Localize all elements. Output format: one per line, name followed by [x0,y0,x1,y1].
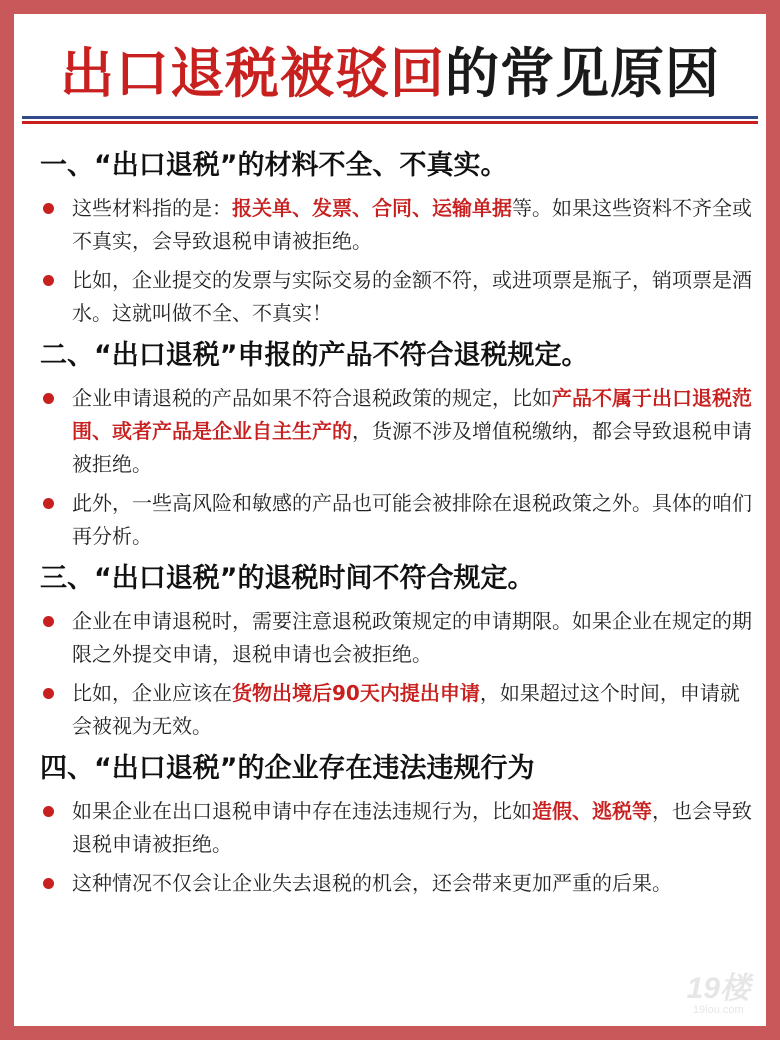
bullet-text: 这些材料指的是： [72,196,232,220]
bullet-item [40,677,752,743]
section-heading: 四、“出口退税”的企业存在违法违规行为 [40,753,535,784]
bullet-text: ，货源不涉及增值税缴纳，都会导致退税申请被拒绝。 [72,419,752,476]
section-heading: 一、“出口退税”的材料不全、不真实。 [40,150,508,181]
watermark-url: 19lou.com [692,1004,744,1016]
bullet-dot-icon [43,616,54,627]
bullet-dot-icon [43,203,54,214]
title-divider [22,116,758,124]
bullet-text: ，如果超过这个时间，申请就会被视为无效。 [72,681,740,738]
bullet-text: ，也会导致退税申请被拒绝。 [72,799,752,856]
bullet-item [40,867,752,900]
bullet-text: 这种情况不仅会让企业失去退税的机会，还会带来更加严重的后果。 [72,871,672,895]
bullet-dot-icon [43,878,54,889]
poster [14,14,766,1026]
page-title [14,14,766,106]
bullet-dot-icon [43,393,54,404]
section-1 [40,146,752,330]
highlight-text: 造假、逃税等 [532,799,652,823]
title-red-part: 出口退税被驳回 [60,42,445,105]
title-dark-part: 的常见原因 [445,42,720,105]
section-heading: 三、“出口退税”的退税时间不符合规定。 [40,563,535,594]
bullet-text: 企业在申请退税时，需要注意退税政策规定的申请期限。如果企业在规定的期限之外提交申请，退税申请也会被拒绝。 [72,609,752,666]
bullet-item [40,192,752,258]
bullet-text: 此外，一些高风险和敏感的产品也可能会被排除在退税政策之外。具体的咱们再分析。 [72,491,752,548]
bullet-item [40,487,752,553]
bullet-text: 等。如果这些资料不齐全或不真实，会导致退税申请被拒绝。 [72,196,752,253]
bullet-dot-icon [43,806,54,817]
bullet-item [40,382,752,481]
highlight-text: 货物出境后90天内提出申请 [232,681,480,705]
highlight-text: 产品不属于出口退税范围、或者产品是企业自主生产的 [72,386,752,443]
bullet-dot-icon [43,688,54,699]
content-body [14,124,766,900]
section-heading: 二、“出口退税”申报的产品不符合退税规定。 [40,340,589,371]
bullet-item [40,795,752,861]
bullet-text: 比如，企业提交的发票与实际交易的金额不符，或进项票是瓶子，销项票是酒水。这就叫做不全、不真实！ [72,268,752,325]
highlight-text: 报关单、发票、合同、运输单据 [232,196,512,220]
section-4 [40,749,752,900]
bullet-item [40,264,752,330]
bullet-text: 企业申请退税的产品如果不符合退税政策的规定，比如 [72,386,552,410]
bullet-dot-icon [43,275,54,286]
watermark-logo [687,974,750,1016]
bullet-item [40,605,752,671]
section-3 [40,559,752,743]
bullet-text: 如果企业在出口退税申请中存在违法违规行为，比如 [72,799,532,823]
section-2 [40,336,752,553]
bullet-dot-icon [43,498,54,509]
watermark-logo-text: 19楼 [686,972,750,1005]
bullet-text: 比如，企业应该在 [72,681,232,705]
